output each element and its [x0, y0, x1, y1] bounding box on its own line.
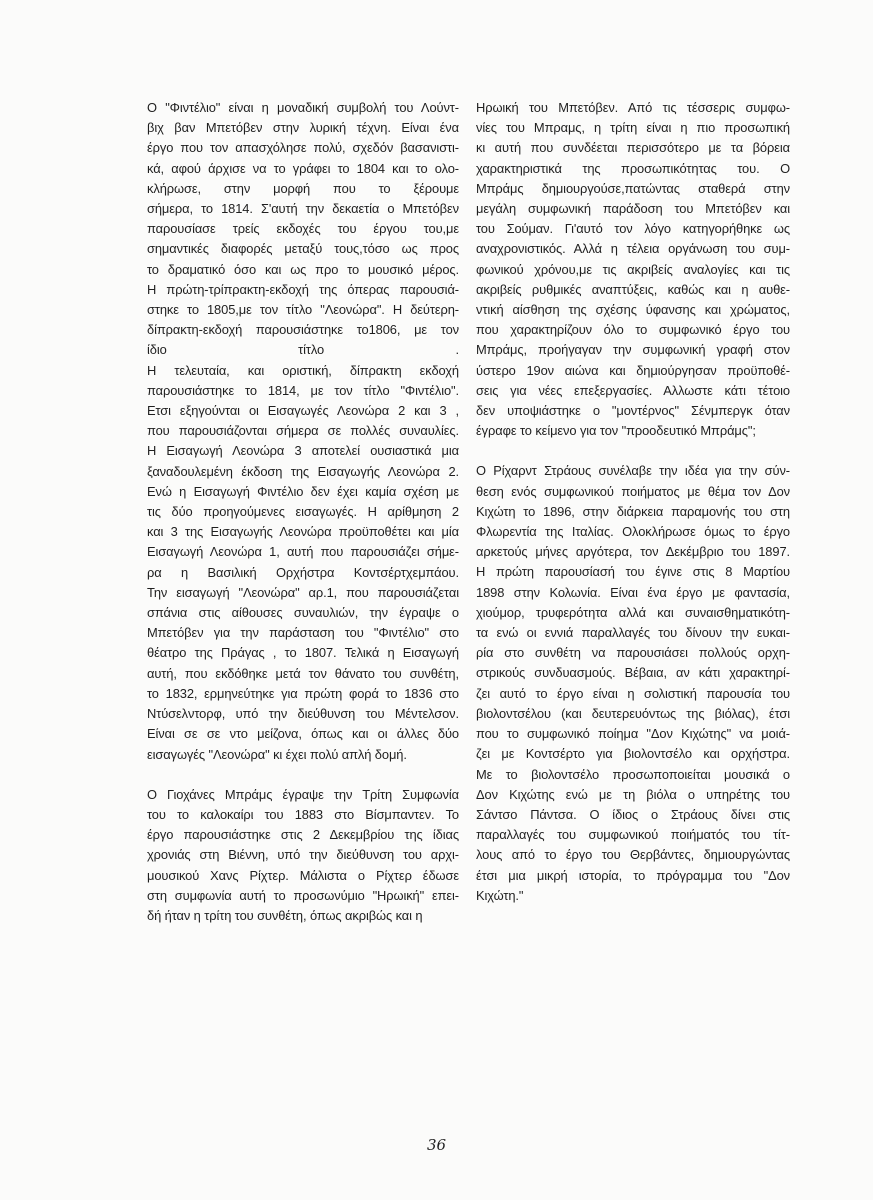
text-line: ρα η Βασιλική Ορχήστρα Κοντσέρτχεμπάου. — [147, 564, 459, 580]
text-line: Η πρώτη-τρίπρακτη-εκδοχή της όπερας παρουσιά- — [147, 281, 459, 297]
text-line: του Σούμαν. Γι'αυτό τον λόγο κατηγορήθηκε ως — [476, 221, 790, 237]
text-line: νίες του Μπραμς, η τρίτη είναι η πιο προσωπική — [476, 120, 790, 136]
text-line: Εισαγωγή Λεονώρα 1, αυτή που παρουσιάζει σήμε- — [147, 544, 459, 560]
text-line: έργο που τον απασχόλησε πολύ, σχεδόν βασανιστι- — [147, 140, 459, 156]
text-line: Με το βιολοντσέλο προσωποποιείται μουσικά ο — [476, 766, 790, 782]
text-line: αυτή, που εκδόθηκε μετά τον θάνατο του συνθέτη, — [147, 665, 459, 681]
text-line: χιούμορ, τρυφερότητα αλλά και συναισθηματικότη- — [476, 604, 790, 620]
text-line: εισαγωγές "Λεονώρα" κι έχει πολύ απλή δομή. — [147, 746, 407, 762]
text-line: Σάντσο Πάντσα. Ο ίδιος ο Στράους δίνει στις — [476, 806, 790, 822]
text-line: μεγάλη συμφωνική παράδοση του Μπετόβεν και — [476, 201, 790, 217]
text-line: Ο "Φιντέλιο" είναι η μοναδική συμβολή του Λούντ- — [147, 100, 459, 115]
page-number: 36 — [426, 1136, 447, 1154]
text-line: Κιχώτη." — [476, 887, 524, 903]
text-line: στη συμφωνία αυτή το προσωνύμιο "Ηρωική" επει- — [147, 887, 459, 903]
text-line: που παρουσιάζονται σήμερα σε πολλές συναυλίες. — [147, 423, 459, 439]
text-line: ντική αίσθηση της σχέσης ύφανσης και χρώματος, — [476, 302, 790, 318]
text-line: θεση ενός συμφωνικού ποιήματος με θέμα τον Δον — [476, 483, 790, 499]
text-line: σήμερα, το 1814. Σ'αυτή την δεκαετία ο Μπετόβεν — [147, 201, 459, 217]
text-line: παρουσίασε τρείς εκδοχές του έργου του,με — [147, 221, 459, 237]
text-line: σημαντικές διαφορές μεταξύ τους,τόσο ως προς — [147, 241, 459, 257]
text-line: χρονιάς στη Βιέννη, υπό την διεύθυνση του αρχι- — [147, 847, 459, 863]
text-line: τα ενώ οι εννιά παραλλαγές του δίνουν την ευκαι- — [476, 625, 790, 641]
text-line: δεν υποψιάστηκε ο "μοντέρνος" Σένμπεργκ όταν — [476, 403, 790, 419]
text-line: στηκε το 1805,με τον τίτλο "Λεονώρα". Η δεύτερη- — [147, 302, 459, 318]
text-line: έργο παρουσιάστηκε στις 2 Δεκεμβρίου της ίδιας — [147, 827, 459, 843]
text-line: Ο Γιοχάνες Μπράμς έγραψε την Τρίτη Συμφωνία — [147, 786, 459, 802]
text-line: Την εισαγωγή "Λεονώρα" αρ.1, που παρουσιάζεται — [147, 584, 459, 600]
text-line: παρουσιάστηκε το 1814, με τον τίτλο "Φιντέλιο". — [147, 382, 459, 398]
text-line: που το συμφωνικό ποίημα "Δον Κιχώτης" να μοιά- — [476, 726, 790, 742]
text-line: Η Εισαγωγή Λεονώρα 3 αποτελεί ουσιαστικά μια — [147, 443, 459, 459]
text-line: Δον Κιχώτης ενώ με τη βιόλα ο υπηρέτης του — [476, 786, 790, 802]
text-line: στρικούς συνδυασμούς. Βέβαια, αν κάτι χαρακτηρί- — [476, 665, 790, 681]
text-line: ύστερο 19ον αιώνα και δημιούργησαν προϋποθέ- — [476, 362, 790, 378]
text-line: Φλωρεντία της Ιταλίας. Ολοκλήρωσε όμως το έργο — [476, 524, 790, 540]
paragraph-gap — [147, 765, 459, 785]
left-text-column — [147, 98, 459, 926]
text-line: Ετσι εξηγούνται οι Εισαγωγές Λεονώρα 2 και 3 , — [147, 403, 459, 419]
text-line: έτσι μια μικρή ιστορία, το πρόγραμμα του "Δον — [476, 867, 790, 883]
text-line: δίπρακτη-εκδοχή παρουσιάστηκε το1806, με τον — [147, 322, 459, 338]
text-line: Είναι σε σε ντο μείζονα, όπως και οι άλλες δύο — [147, 726, 459, 742]
text-line: Η τελευταία, και οριστική, δίπρακτη εκδοχή — [147, 362, 459, 378]
text-line: Κιχώτη το 1896, στην διάρκεια παραμονής του στη — [476, 503, 790, 519]
text-line: κά, αφού άρχισε να το γράφει το 1804 και το ολο- — [147, 160, 459, 176]
text-line: το δραματικό όσο και ως προ το μουσικό μέρος. — [147, 261, 459, 277]
text-line: μουσικού Χανς Ρίχτερ. Μάλιστα ο Ρίχτερ έδωσε — [147, 867, 459, 883]
text-line: θέατρο της Πράγας , το 1807. Τελικά η Εισαγωγή — [147, 645, 459, 661]
text-line: κλήρωσε, στην μορφή που το ξέρουμε — [147, 180, 459, 196]
text-line: σεις για νέες επεξεργασίες. Αλλωστε κάτι τέτοιο — [476, 382, 790, 398]
text-line: Η πρώτη παρουσίασή του έγινε στις 8 Μαρτίου — [476, 564, 790, 580]
text-line: ζει με Κοντσέρτο για βιολοντσέλο και ορχήστρα. — [476, 746, 790, 762]
text-line: 1898 στην Κολωνία. Είναι ένα έργο με φαντασία, — [476, 584, 790, 600]
text-line: λους από το έργο του Θερβάντες, δημιουργώντας — [476, 847, 790, 863]
text-line: κι αυτή που συνδέεται περισσότερο με τα βόρεια — [476, 140, 790, 156]
text-line: σπάνια στις αίθουσες συναυλιών, την έγραψε ο — [147, 605, 459, 621]
text-line: παραλλαγές του συμφωνικού ποιήματός του τίτ- — [476, 827, 790, 843]
text-line: Ηρωική του Μπετόβεν. Από τις τέσσερις συμφω- — [476, 100, 790, 115]
text-line: αναχρονιστικός. Αλλά η τέλεια οργάνωση του συμ- — [476, 241, 790, 257]
text-line: αρκετούς μήνες αργότερα, τον Δεκέμβριο του 1897. — [476, 544, 790, 560]
text-line: χαρακτηριστικά της προσωπικότητας του. Ο — [476, 160, 790, 176]
text-line: δή ήταν η τρίτη του συνθέτη, όπως ακριβώς και η — [147, 907, 423, 923]
text-line: του το καλοκαίρι του 1883 στο Βίσμπαντεν. Το — [147, 806, 459, 822]
text-line: και 3 της Εισαγωγής Λεονώρα προϋποθέτει και μία — [147, 524, 459, 540]
right-text-column — [476, 98, 790, 906]
text-line: ζει αυτό το έργο είναι η σολιστική παρουσία του — [476, 685, 790, 701]
text-line: Ενώ η Εισαγωγή Φιντέλιο δεν έχει καμία σχέση με — [147, 483, 459, 499]
text-line: ξαναδουλεμένη έκδοση της Εισαγωγής Λεονώρα 2. — [147, 463, 459, 479]
text-line: βιολοντσέλου (και δευτερευόντως της βιόλας), έτσι — [476, 705, 790, 721]
text-line: Ντύσελντορφ, υπό την διεύθυνση του Μέντελσον. — [147, 706, 459, 722]
text-line: βιχ βαν Μπετόβεν στην λυρική τέχνη. Είναι ένα — [147, 120, 459, 136]
paragraph-gap — [476, 441, 790, 461]
text-line: Ο Ρίχαρντ Στράους συνέλαβε την ιδέα για την σύν- — [476, 463, 790, 479]
text-line: Μπράμς δημιουργούσε,πατώντας σταθερά στην — [476, 180, 790, 196]
text-line: Μπετόβεν για την παράσταση του "Φιντέλιο" στο — [147, 625, 459, 641]
text-line: το 1832, ερμηνεύτηκε για πρώτη φορά το 1836 στο — [147, 685, 459, 701]
text-line: ίδιο τίτλο . — [147, 342, 459, 358]
text-line: φωνικού χρόνου,με τις ακριβείς αναλογίες και τις — [476, 261, 790, 277]
text-line: ακριβείς ρυθμικές αναπτύξεις, καθώς και η αυθε- — [476, 281, 790, 297]
text-line: έγραφε το κείμενο για τον "προοδευτικό Μπράμς"; — [476, 423, 756, 439]
text-line: Μπράμς, προήγαγαν την συμφωνική γραφή στον — [476, 342, 790, 358]
text-line: τις δύο προηγούμενες εισαγωγές. Η αρίθμηση 2 — [147, 504, 459, 520]
text-line: ρία στο συνθέτη να παρουσιάσει πολλούς ορχη- — [476, 645, 790, 661]
text-line: που χαρακτηρίζουν όλο το συμφωνικό έργο του — [476, 322, 790, 338]
